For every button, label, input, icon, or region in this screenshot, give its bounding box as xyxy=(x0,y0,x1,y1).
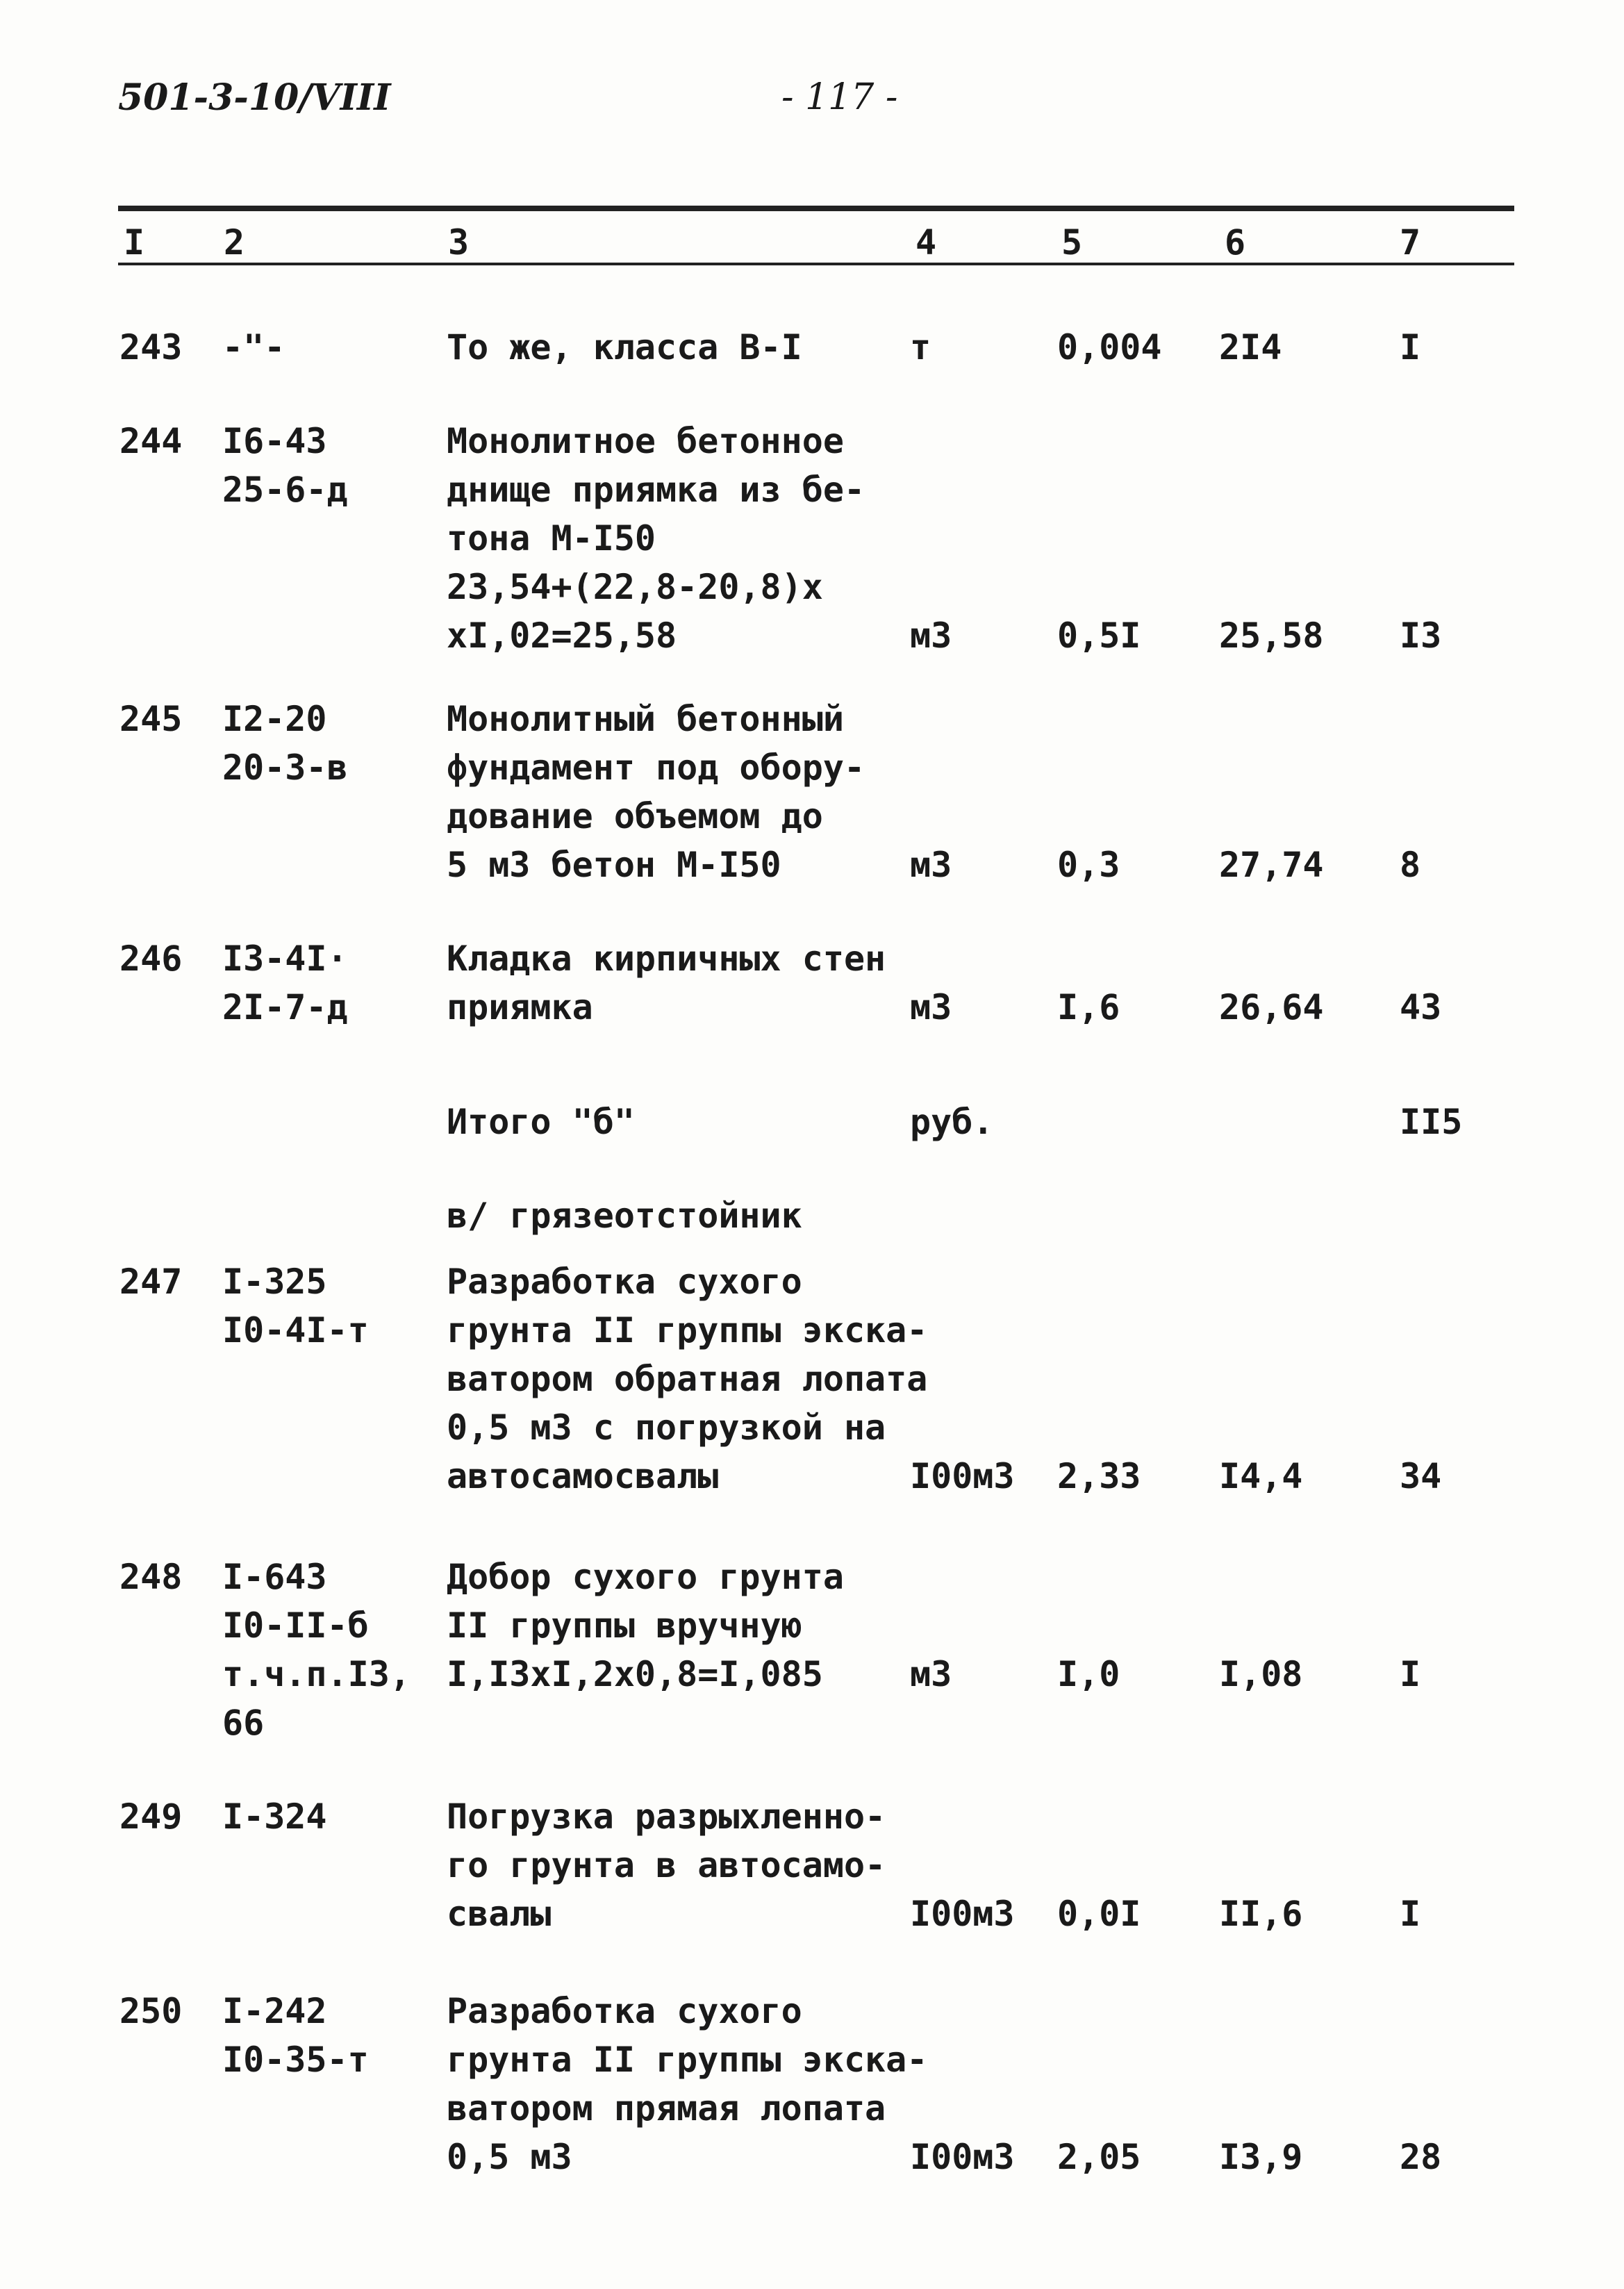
doc-code: 501-3-10/VIII xyxy=(118,76,391,119)
unit-price: I4,4 xyxy=(1219,1456,1303,1496)
work-description: приямка xyxy=(447,987,593,1027)
total-cost: 43 xyxy=(1400,987,1442,1027)
work-description: грунта II группы экска- xyxy=(447,2040,928,2080)
norm-code: I-325 xyxy=(222,1262,327,1302)
col-header-5: 5 xyxy=(1061,222,1083,263)
unit-price: I3,9 xyxy=(1219,2137,1303,2177)
row-number: 248 xyxy=(119,1557,183,1597)
total-cost: I xyxy=(1400,327,1421,367)
unit-price: II,6 xyxy=(1219,1894,1303,1934)
total-cost: I xyxy=(1400,1894,1421,1934)
unit: м3 xyxy=(910,1654,952,1694)
norm-code: I0-35-т xyxy=(222,2040,369,2080)
quantity: I,6 xyxy=(1057,987,1120,1027)
work-description: Итого "б" xyxy=(447,1102,635,1142)
total-cost: 34 xyxy=(1400,1456,1442,1496)
work-description: в/ грязеотстойник xyxy=(447,1196,802,1236)
work-description: Кладка кирпичных стен xyxy=(447,939,886,979)
work-description: II группы вручную xyxy=(447,1605,802,1646)
col-header-4: 4 xyxy=(915,222,937,263)
col-header-2: 2 xyxy=(224,222,245,263)
quantity: 0,004 xyxy=(1057,327,1162,367)
work-description: Монолитный бетонный xyxy=(447,699,844,739)
work-description: грунта II группы экска- xyxy=(447,1310,928,1350)
norm-code: I-643 xyxy=(222,1557,327,1597)
unit-price: I,08 xyxy=(1219,1654,1303,1694)
norm-code: I6-43 xyxy=(222,421,327,461)
norm-code: 25-6-д xyxy=(222,470,348,510)
work-description: Погрузка разрыхленно- xyxy=(447,1796,886,1837)
row-number: 243 xyxy=(119,327,183,367)
work-description: ватором обратная лопата xyxy=(447,1359,928,1399)
col-header-6: 6 xyxy=(1225,222,1246,263)
work-description: го грунта в автосамо- xyxy=(447,1845,886,1885)
norm-code: 20-3-в xyxy=(222,747,348,788)
norm-code: I2-20 xyxy=(222,699,327,739)
work-description: днище приямка из бе- xyxy=(447,470,865,510)
unit: м3 xyxy=(910,615,952,656)
norm-code: I3-4I· xyxy=(222,939,348,979)
work-description: автосамосвалы xyxy=(447,1456,719,1496)
work-description: тона М-I50 xyxy=(447,518,656,559)
work-description: 0,5 м3 с погрузкой на xyxy=(447,1407,886,1448)
unit-price: 27,74 xyxy=(1219,845,1324,885)
unit: I00м3 xyxy=(910,2137,1015,2177)
row-number: 249 xyxy=(119,1796,183,1837)
work-description: 5 м3 бетон М-I50 xyxy=(447,845,781,885)
work-description: I,I3хI,2х0,8=I,085 xyxy=(447,1654,823,1694)
header-top-rule xyxy=(118,206,1514,211)
col-header-1: I xyxy=(124,222,145,263)
norm-code: I-324 xyxy=(222,1796,327,1837)
unit-price: 26,64 xyxy=(1219,987,1324,1027)
work-description: 0,5 м3 xyxy=(447,2137,572,2177)
norm-code: I-242 xyxy=(222,1991,327,2031)
quantity: 0,3 xyxy=(1057,845,1120,885)
work-description: дование объемом до xyxy=(447,796,823,836)
quantity: 2,33 xyxy=(1057,1456,1141,1496)
row-number: 247 xyxy=(119,1262,183,1302)
quantity: 2,05 xyxy=(1057,2137,1141,2177)
col-header-7: 7 xyxy=(1400,222,1421,263)
work-description: 23,54+(22,8-20,8)х xyxy=(447,567,823,607)
unit: м3 xyxy=(910,987,952,1027)
work-description: Добор сухого грунта xyxy=(447,1557,844,1597)
norm-code: т.ч.п.I3, xyxy=(222,1654,411,1694)
total-cost: 8 xyxy=(1400,845,1421,885)
page-number: - 117 - xyxy=(781,76,898,118)
total-cost: 28 xyxy=(1400,2137,1442,2177)
quantity: 0,5I xyxy=(1057,615,1141,656)
norm-code: I0-II-б xyxy=(222,1605,369,1646)
row-number: 250 xyxy=(119,1991,183,2031)
work-description: свалы xyxy=(447,1894,552,1934)
norm-code: 2I-7-д xyxy=(222,987,348,1027)
work-description: Разработка сухого xyxy=(447,1991,802,2031)
norm-code: 66 xyxy=(222,1703,265,1743)
unit: I00м3 xyxy=(910,1894,1015,1934)
unit-price: 2I4 xyxy=(1219,327,1282,367)
norm-code: I0-4I-т xyxy=(222,1310,369,1350)
unit: руб. xyxy=(910,1102,994,1142)
unit-price: 25,58 xyxy=(1219,615,1324,656)
unit: т xyxy=(910,327,931,367)
row-number: 244 xyxy=(119,421,183,461)
quantity: 0,0I xyxy=(1057,1894,1141,1934)
unit: I00м3 xyxy=(910,1456,1015,1496)
row-number: 246 xyxy=(119,939,183,979)
work-description: Монолитное бетонное xyxy=(447,421,844,461)
total-cost: II5 xyxy=(1400,1102,1463,1142)
norm-code: -"- xyxy=(222,327,285,367)
work-description: Разработка сухого xyxy=(447,1262,802,1302)
row-number: 245 xyxy=(119,699,183,739)
total-cost: I3 xyxy=(1400,615,1442,656)
total-cost: I xyxy=(1400,1654,1421,1694)
unit: м3 xyxy=(910,845,952,885)
quantity: I,0 xyxy=(1057,1654,1120,1694)
header-bottom-rule xyxy=(118,263,1514,265)
work-description: То же, класса В-I xyxy=(447,327,802,367)
col-header-3: 3 xyxy=(448,222,470,263)
work-description: фундамент под обору- xyxy=(447,747,865,788)
work-description: ватором прямая лопата xyxy=(447,2088,886,2129)
work-description: хI,02=25,58 xyxy=(447,615,677,656)
